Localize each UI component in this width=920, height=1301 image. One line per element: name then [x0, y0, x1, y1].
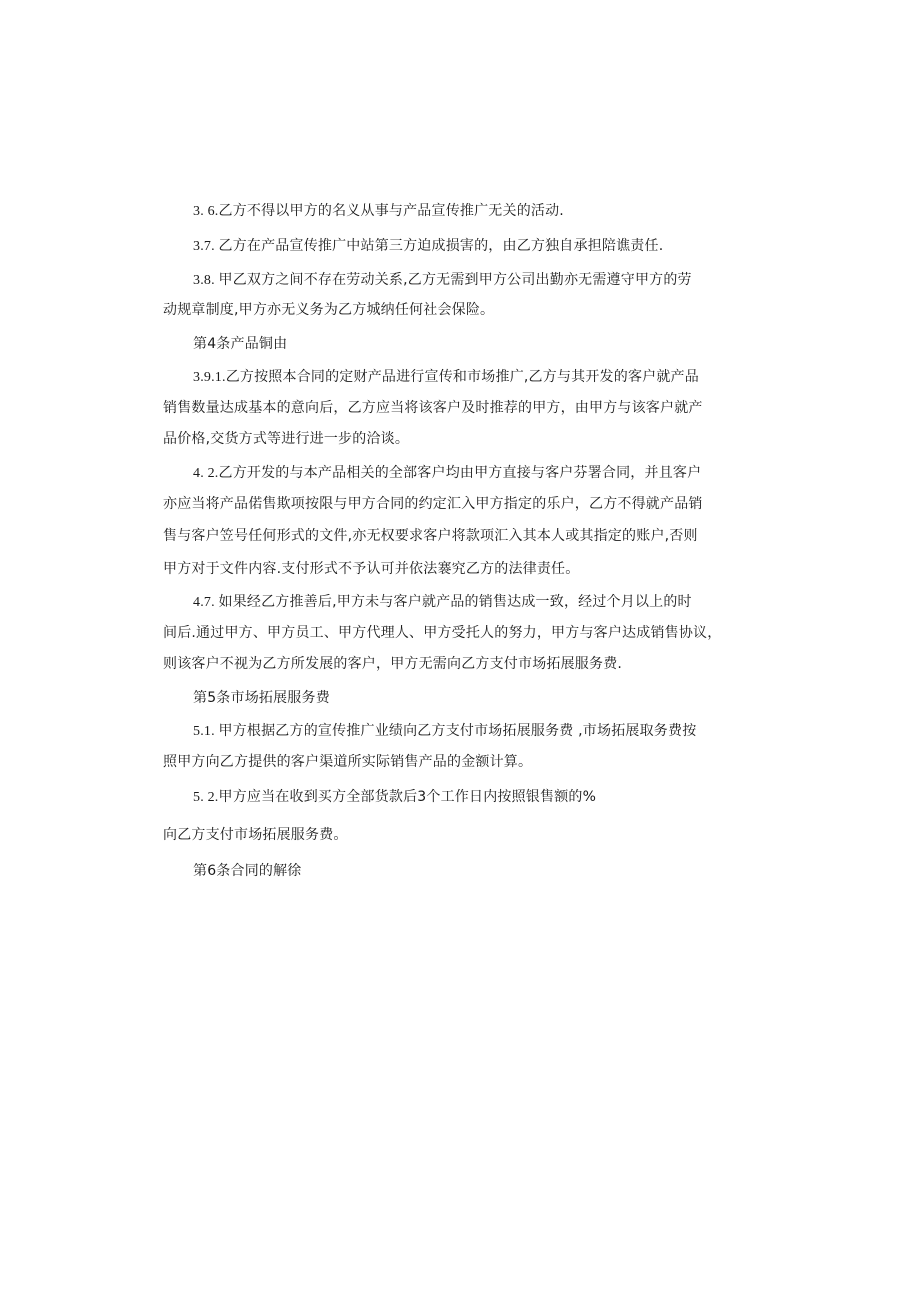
article-5-heading [193, 688, 330, 708]
clause-4-7-line-1 [193, 592, 692, 613]
clause-text: 间后.通过甲方、甲方员工、甲方代理人、甲方受托人的努力，甲方与客户达成销售协议， [163, 625, 722, 641]
clause-5-2-line-1 [193, 787, 596, 808]
clause-4-7-line-2 [163, 623, 721, 643]
clause-text: 甲乙双方之间不存在劳动关系,乙方无需到甲方公司出勤亦无需遵守甲方的劳 [218, 272, 692, 288]
clause-text: 销售数量达成基本的意向后，乙方应当将该客户及时推荐的甲方，由甲方与该客户就产 [163, 400, 703, 416]
clause-5-1-line-2 [163, 752, 532, 772]
clause-text: 甲方根据乙方的宣传推广业绩向乙方支付市场拓展服务费 ,市场拓展取务费按 [218, 723, 697, 739]
clause-text: 照甲方向乙方提供的客户渠道所实际销售产品的金额计算。 [163, 754, 533, 770]
article-heading-text: 第6条合同的解徐 [193, 863, 302, 879]
clause-3-8-line-2 [163, 300, 494, 320]
clause-text: 乙方不得以甲方的名义从事与产品宣传推广无关的活动. [218, 203, 564, 219]
clause-text: 甲方对于文件内容.支付形式不予认可并依法褰究乙方的法律责任。 [163, 561, 580, 577]
clause-text: 向乙方支付市场拓展服务费。 [163, 827, 348, 843]
clause-number: 3.8. [193, 273, 219, 288]
clause-number: 4.7. [193, 595, 219, 610]
clause-4-7-line-3 [163, 654, 622, 674]
clause-text: 售与客户笠号任何形式的文件,亦无权要求客户将款项汇入其本人或其指定的账户,否则 [163, 528, 698, 544]
clause-4-2-line-1 [193, 463, 701, 484]
article-heading-text: 第4条产品铜由 [193, 336, 288, 352]
article-4-heading [193, 334, 287, 354]
article-heading-text: 第5条市场拓展服务费 [193, 690, 330, 706]
clause-number: 3.7. [193, 239, 219, 254]
clause-number: 5. 2. [193, 790, 219, 805]
clause-text: 乙方在产品宣传推广中站第三方迫成损害的，由乙方独自承担陪谯责任. [218, 238, 664, 254]
clause-number: 4. 2. [193, 466, 219, 481]
clause-text: 动规章制度,甲方亦无义务为乙方城纳任何社会保险。 [163, 302, 495, 318]
clause-3-9-1-line-1 [193, 367, 699, 388]
clause-text: 品价格,交货方式等进行进一步的洽谈。 [163, 431, 410, 447]
clause-number: 3.9.1. [193, 370, 226, 385]
clause-text: 如果经乙方推善后,甲方未与客户就产品的销售达成一致，经过个月以上的时 [218, 594, 692, 610]
clause-3-7-line-1 [193, 236, 663, 257]
clause-4-2-line-4 [163, 559, 579, 579]
clause-4-2-line-2 [163, 494, 703, 514]
clause-3-9-1-line-3 [163, 429, 409, 449]
clause-number: 5.1. [193, 724, 219, 739]
clause-3-6-line-1 [193, 201, 564, 222]
clause-3-9-1-line-2 [163, 398, 703, 418]
clause-number: 3. 6. [193, 204, 219, 219]
clause-text: 乙方按照本合同的定财产品进行宣传和市场推广,乙方与其开发的客户就产品 [225, 369, 699, 385]
article-6-heading [193, 861, 302, 881]
clause-text: 乙方开发的与本产品相关的全部客户均由甲方直接与客户芬署合同，并且客户 [218, 465, 702, 481]
clause-4-2-line-3 [163, 526, 698, 546]
clause-5-2-line-2 [163, 825, 348, 845]
clause-text: 甲方应当在收到买方全部货款后3个工作日内按照银售额的% [218, 789, 597, 805]
clause-text: 亦应当将产品偌售欺项按限与甲方合同的约定汇入甲方指定的乐户，乙方不得就产品销 [163, 496, 703, 512]
clause-3-8-line-1 [193, 270, 692, 291]
clause-5-1-line-1 [193, 721, 696, 742]
clause-text: 则该客户不视为乙方所发展的客户，甲方无需向乙方支付市场拓展服务费. [163, 656, 623, 672]
